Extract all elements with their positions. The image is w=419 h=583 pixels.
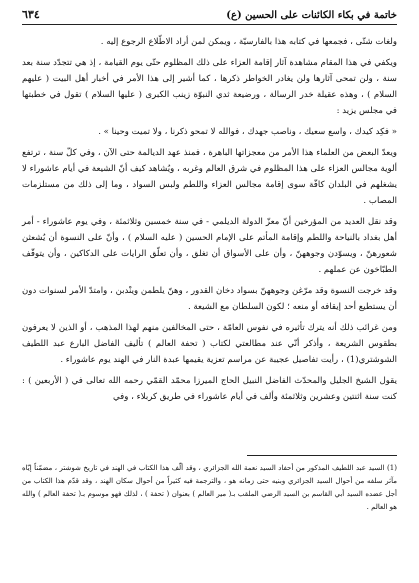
paragraph: « فكِد كيدك ، واسع سعيك ، وناصب جهدك ، فوالله لا تمحو ذكرنا ، ولا تميت وحينا » . <box>98 127 397 137</box>
paragraph: ويعدّ البعض من العلماء هذا الأمر من معجزاتها الباهرة ، فمنذ عهد الديالمة حتى الآن ، وفي كلّ سنة ، ترتفع ألوية مجالس العزاء على هذا المظلوم في شرق العالم وغربه ، ويُشاهد كيف أنّ الشيعة في أيام عاشوراء لا يشغلهم في البلدان كافّة سوى إقامة مجالس العزاء واللطم ولبس السواد ، وما إلى ذلك من مستلزمات المصاب . <box>22 148 397 206</box>
paragraph: ولغات شتّى ، فجمعها في كتابه هذا بالفارسيّة ، ويمكن لمن أراد الاطّلاع الرجوع إليه . <box>100 37 397 47</box>
paragraph: ويكفي في هذا المقام مشاهدة آثار إقامة العزاء على ذلك المظلوم حتّى يوم القيامة ، إذ هي تتجدّد سنة بعد سنة ، ولن تمحى آثارها ولن يغادر الخواطر ذكرها ، كما أشير إلى هذا الأمر في أخبار أهل البيت ( عليهم السلام ) ، وهذه عقيلة خدر الرسالة ، ورضيعة ثدي النبوّة زينب الكبرى ( عليها السلام ) تقول في خطبتها في مجلس يزيد : <box>22 58 397 116</box>
running-title: خاتمة في بكاء الكائنات على الحسين (ع) <box>226 10 397 21</box>
paragraph: وقد نقل العديد من المؤرخين أنّ معزّ الدولة الديلمي - في سنة خمسين وثلاثمئة ، وفي يوم عاشوراء - أمر أهل بغداد بالنياحة واللطم وإقامة المأتم على الإمام الحسين ( عليه السلام ) ، وأنّ على النسوة أن يُشعثن شعورهنّ ، ويسوّدن وجوههنّ ، وأن على الأسواق أن تغلق ، وأن تعلّق الرايات على الدكاكين ، وأن يتوقّف الطبّاخون عن عملهم . <box>22 217 397 275</box>
body-text <box>22 34 397 405</box>
paragraph: وقد خرجت النسوة وقد مرّغن وجوههنّ بسواد دخان القدور ، وهنّ يلطمن وينْدبن ، وامتدّ الأمر لسنوات دون أن يستطيع أحد إيقافه أو منعه ؛ لكون السلطان مع الشيعة . <box>22 286 397 312</box>
footnote: (1) السيد عبد اللطيف المذكور من أحفاد السيد نعمة الله الجزائري ، وقد ألّف هذا الكتاب في الهند في تاريخ شوشتر ، مضمّناً إيّاه مآثر سلفه من أحوال السيد الجزائري وبنيه حتى زمانه هو ، والترجمة فيه كثيراً من أحوال سكان الهند ، وقد قدّم هذا الكتاب من أجل عضده السيد أبي القاسم بن السيد الرضي الملقب بـ( مير العالم ) بعنوان ( تحفة ) ، لذلك فهو موسوم بـ( تحفة العالم ) والله هو العالم . <box>22 464 397 511</box>
page-number: ٦٣٤ <box>22 8 40 21</box>
footnotes <box>22 455 397 514</box>
page-header <box>22 8 397 25</box>
paragraph: يقول الشيخ الجليل والمحدّث الفاضل النبيل الحاج الميرزا محمّد القمّي رحمه الله تعالى في ( الأربعين ) : كنت سنة اثنتين وعشرين وثلاثمئة وألف في أيام عاشوراء في طريق كربلاء ، وفي <box>22 376 397 402</box>
paragraph: ومن غرائب ذلك أنه يترك تأثيره في نفوس العامّة ، حتى المخالفين منهم لهذا المذهب ، أو الذين لا يعرفون بطقوس الشريعة ، وأذكر أنّي عند مطالعتي لكتاب ( تحفة العالم ) تأليف الفاضل البارع عبد اللطيف الشوشتري(1) ، رأيت تفاصيل عجيبة عن مراسم تعزية يقيمها عبدة النار في الهند يوم عاشوراء . <box>22 323 397 365</box>
footnote-divider <box>247 455 397 456</box>
